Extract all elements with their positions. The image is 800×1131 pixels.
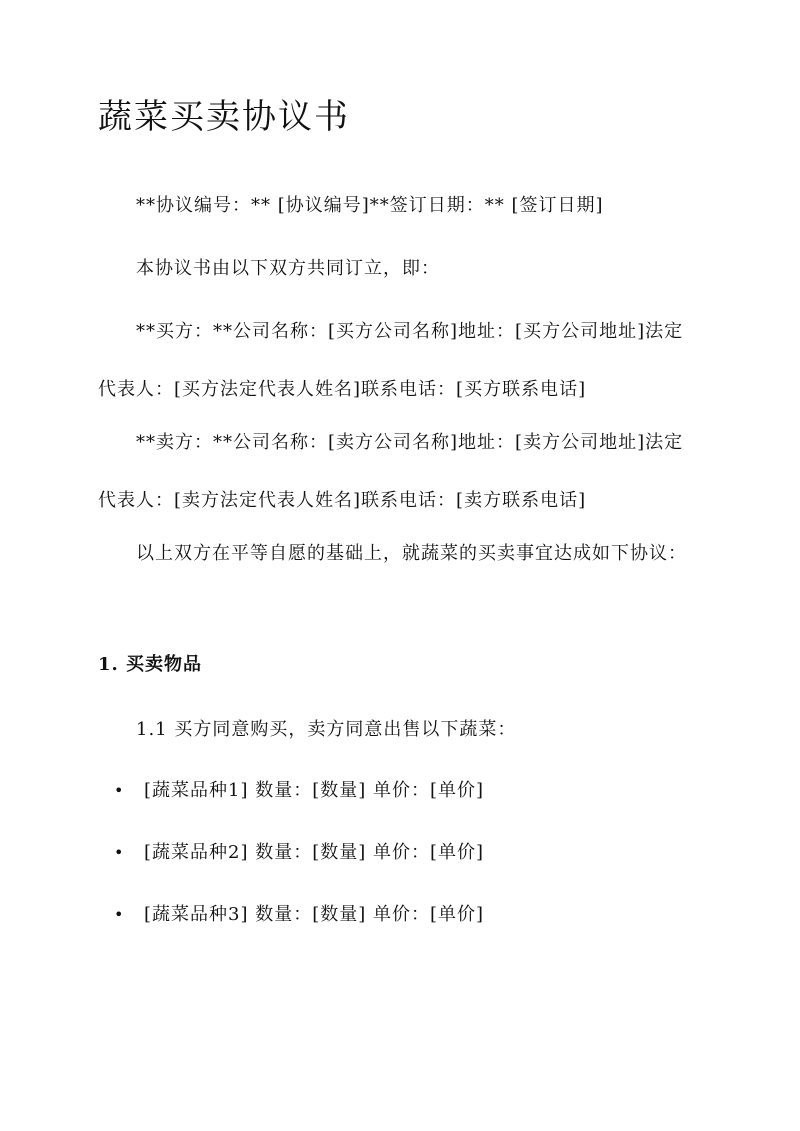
agreement-info-line: **协议编号：** [协议编号]**签订日期：** [签订日期] <box>136 195 604 216</box>
list-item <box>114 898 484 960</box>
purpose-paragraph: 以上双方在平等自愿的基础上，就蔬菜的买卖事宜达成如下协议： <box>136 543 687 564</box>
item-text: [蔬菜品种1] 数量：[数量] 单价：[单价] <box>144 780 485 801</box>
document-title: 蔬菜买卖协议书 <box>98 97 350 137</box>
clause-paragraph: 1.1 买方同意购买，卖方同意出售以下蔬菜： <box>136 719 517 740</box>
vegetable-item-list <box>114 774 484 960</box>
bullet-icon: • <box>114 781 125 800</box>
list-item <box>114 836 484 898</box>
buyer-paragraph: **买方：**公司名称：[买方公司名称]地址：[买方公司地址]法定代表人：[买方法定代表人姓名]联系电话：[买方联系电话] <box>98 321 684 400</box>
item-text: [蔬菜品种3] 数量：[数量] 单价：[单价] <box>144 904 485 925</box>
seller-paragraph: **卖方：**公司名称：[卖方公司名称]地址：[卖方公司地址]法定代表人：[卖方法定代表人姓名]联系电话：[卖方联系电话] <box>98 432 684 511</box>
bullet-icon: • <box>114 843 125 862</box>
list-item <box>114 774 484 836</box>
bullet-icon: • <box>114 905 125 924</box>
section-heading: 1. 买卖物品 <box>98 654 203 675</box>
item-text: [蔬菜品种2] 数量：[数量] 单价：[单价] <box>144 842 485 863</box>
intro-paragraph: 本协议书由以下双方共同订立，即： <box>136 258 440 279</box>
